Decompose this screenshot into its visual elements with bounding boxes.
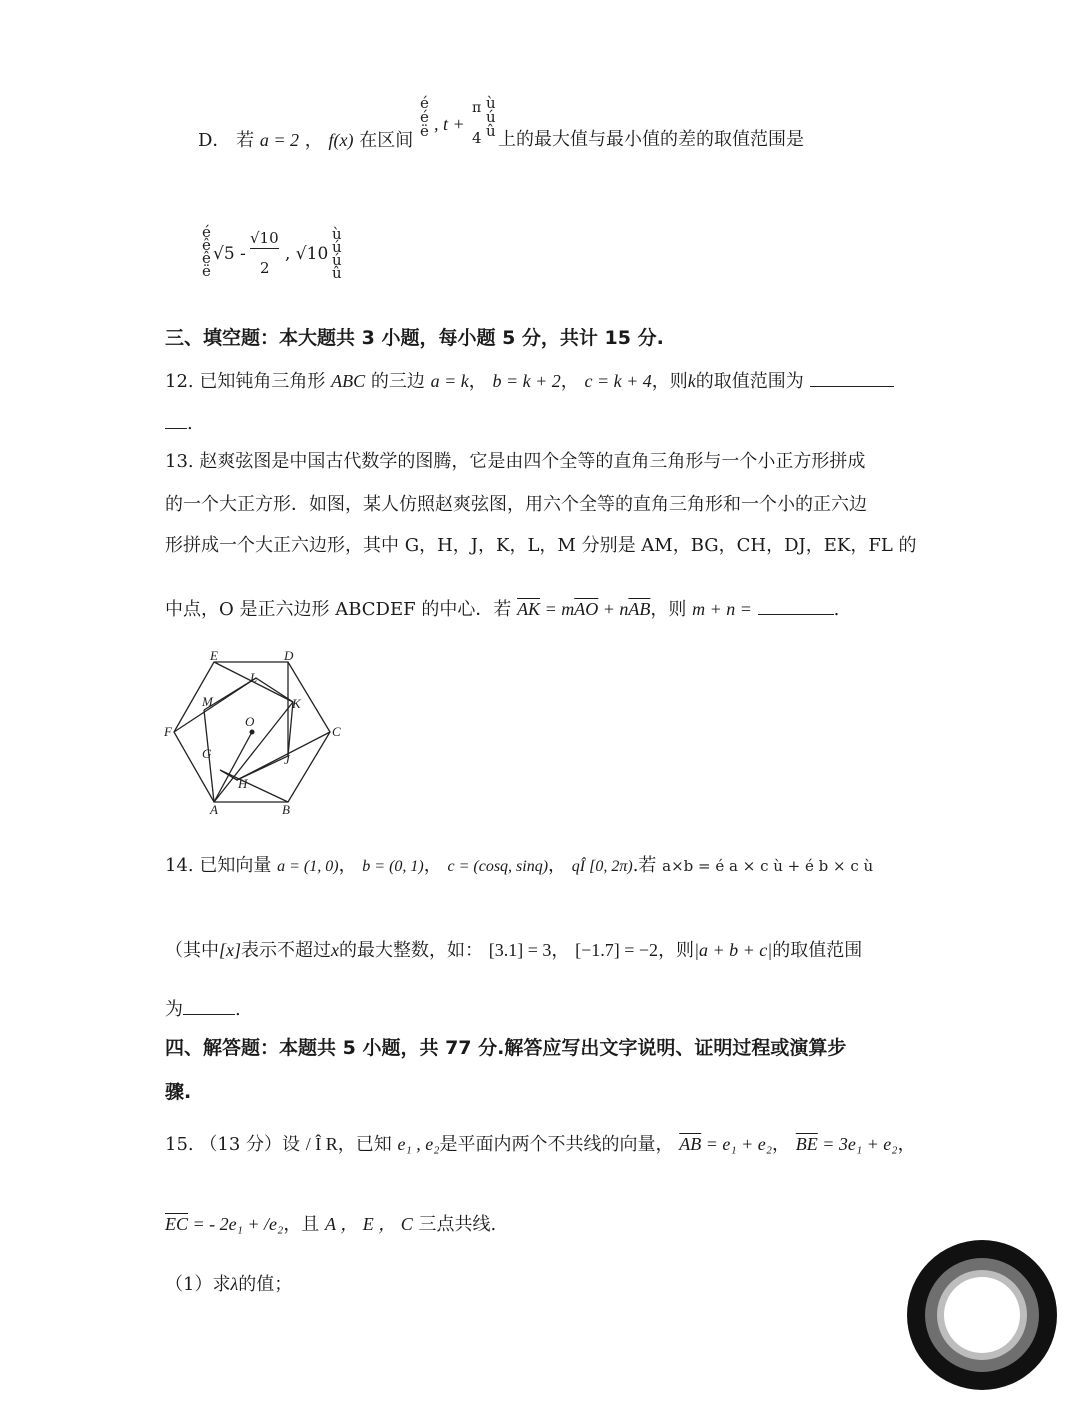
vector-b: b = (0, 1) — [362, 858, 424, 875]
vector-ab: $\overline{AB}$ — [628, 599, 651, 619]
section-title: 四、解答题：本题共 5 小题，共 77 分.解答应写出文字说明、证明过程或演算步 — [165, 1037, 847, 1059]
option-label: D． — [198, 130, 231, 151]
question-14-line3 — [165, 996, 241, 1022]
question-14-line2 — [165, 938, 862, 963]
example-2: [−1.7] = −2 — [575, 940, 659, 960]
text: . — [833, 599, 840, 620]
vector-be: $\overline{BE}$ — [795, 1134, 818, 1154]
text: ，则 — [650, 599, 687, 620]
vector-ak: $\overline{AK}$ — [517, 599, 541, 619]
label-b: B — [282, 802, 290, 815]
fraction-numerator: √10 — [250, 229, 279, 247]
glyph: ë — [420, 122, 429, 140]
text: ，则 — [651, 371, 688, 392]
label-k: K — [292, 696, 301, 711]
vector-ao: $\overline{AO}$ — [574, 599, 599, 619]
math-expr: a = k — [430, 371, 469, 391]
glyph: é — [420, 94, 429, 112]
label-c: C — [332, 724, 341, 739]
question-15-line2 — [165, 1212, 496, 1237]
question-13-line1 — [165, 450, 865, 474]
glyph: ê — [202, 249, 211, 267]
answer-left-bracket — [202, 223, 211, 280]
vector-ec: $\overline{EC}$ — [165, 1214, 189, 1234]
math-expr: a = 2 — [259, 130, 300, 150]
theta-range: qÎ [0, 2π) — [571, 858, 633, 875]
math-expr: λ — [230, 1274, 239, 1294]
text: 若 — [236, 130, 255, 151]
garbled-expr: a×b = é a × c ù + é b × c ù — [662, 857, 874, 875]
text: . — [235, 999, 241, 1020]
text: 为 — [165, 999, 183, 1020]
text: 是平面内两个不共线的向量， — [439, 1134, 674, 1155]
question-number: 12. — [165, 371, 194, 392]
floating-record-button[interactable] — [907, 1240, 1057, 1390]
text: 表示不超过 — [241, 940, 331, 961]
fraction-denominator: 2 — [260, 259, 270, 277]
vector-c: c = (cosq, sinq) — [447, 858, 549, 875]
interval-left-bracket — [420, 96, 429, 138]
question-14-line1 — [165, 854, 873, 879]
label-h: H — [238, 776, 248, 791]
text: 已知钝角三角形 — [199, 371, 326, 392]
q12-continuation — [165, 410, 193, 436]
answer-upper: , √10 — [285, 244, 329, 264]
label-a: A — [210, 802, 218, 815]
option-d — [198, 128, 413, 153]
glyph: û — [332, 264, 342, 282]
math-expr: x — [331, 940, 339, 960]
math-expr: b = k + 2 — [492, 371, 561, 391]
text: ，且 — [283, 1214, 320, 1235]
text: ， — [897, 1134, 916, 1155]
math-expr: + n — [598, 599, 629, 619]
e-vectors: e₁ , e₂ — [397, 1134, 440, 1154]
vector-ab: $\overline{AB}$ — [679, 1134, 702, 1154]
vector-a: a = (1, 0) — [277, 858, 339, 875]
text: ， — [423, 855, 442, 876]
question-13-line2: 的一个大正方形．如图，某人仿照赵爽弦图，用六个全等的直角三角形和一个小的正六边 — [165, 494, 867, 515]
question-15-sub1 — [165, 1272, 292, 1297]
text: ， — [772, 1134, 791, 1155]
glyph: ú — [486, 108, 496, 126]
text: 赵爽弦图是中国古代数学的图腾，它是由四个全等的直角三角形与一个小正方形拼成 — [199, 451, 866, 472]
glyph: é — [202, 223, 211, 241]
text: 的最大整数，如： — [339, 940, 483, 961]
label-o: O — [245, 714, 255, 729]
answer-right-bracket — [332, 225, 342, 282]
label-g: G — [202, 746, 212, 761]
label-f: F — [164, 724, 172, 739]
glyph: ù — [486, 94, 496, 112]
text: ， — [468, 371, 487, 392]
question-13-line3: 形拼成一个大正六边形，其中 G，H，J，K，L，M 分别是 AM，BG，CH，DJ，EK，FL 的 — [165, 535, 917, 556]
label-l: L — [250, 670, 258, 685]
denominator: 4 — [472, 129, 482, 147]
label-j: J — [284, 752, 290, 767]
glyph: ù — [332, 225, 342, 243]
math-expr: = e₁ + e₂ — [701, 1134, 773, 1154]
glyph: ú — [332, 251, 342, 269]
text: ， — [548, 855, 567, 876]
math-expr: / Î R — [305, 1134, 338, 1154]
segment-ao — [214, 732, 252, 802]
interval-expr: , t + — [434, 114, 465, 134]
text: ， — [551, 940, 570, 961]
button-ring-inner — [944, 1277, 1020, 1353]
zhao-shuang-hexagon-figure — [160, 650, 350, 815]
label-e: E — [210, 650, 218, 663]
label-d: D — [284, 650, 294, 663]
text: ， — [560, 371, 579, 392]
answer-blank[interactable] — [810, 368, 894, 387]
inner-hexagon — [204, 678, 293, 780]
label-m: M — [202, 694, 213, 709]
text: 的取值范围 — [772, 940, 863, 961]
text: ， — [304, 130, 323, 151]
math-expr: ABC — [331, 371, 366, 391]
text: 已知向量 — [199, 855, 272, 876]
section-title: 三、填空题：本大题共 3 小题，每小题 5 分，共计 15 分. — [165, 327, 664, 349]
text: 中点，O 是正六边形 ABCDEF 的中心．若 — [165, 599, 512, 620]
question-12 — [165, 368, 894, 394]
section-title-cont: 骤. — [165, 1081, 192, 1103]
glyph: ê — [202, 236, 211, 254]
math-expr: m + n = — [692, 599, 752, 619]
points: A ， E ， C — [325, 1214, 413, 1234]
center-point — [250, 730, 255, 735]
text: . — [187, 413, 193, 434]
text: 的值； — [238, 1274, 293, 1295]
text: （1）求 — [165, 1274, 231, 1295]
answer-expr: √5 - — [213, 244, 246, 264]
math-expr: = m — [540, 599, 575, 619]
glyph: û — [486, 122, 496, 140]
text: ，则 — [658, 940, 695, 961]
interval-right-bracket — [486, 96, 496, 138]
text: ， — [338, 855, 357, 876]
question-number: 15. — [165, 1134, 194, 1155]
abs-expr: |a + b + c| — [694, 940, 773, 960]
glyph: ú — [332, 238, 342, 256]
question-number: 13. — [165, 451, 194, 472]
segment-bg — [220, 770, 288, 802]
text: 三点共线. — [418, 1214, 497, 1235]
text: 的三边 — [370, 371, 425, 392]
question-15-line1 — [165, 1132, 916, 1157]
text: ，已知 — [337, 1134, 392, 1155]
question-13-line4 — [165, 596, 839, 622]
answer-blank[interactable] — [758, 596, 834, 615]
answer-blank[interactable] — [165, 410, 187, 429]
text: （13 分）设 — [199, 1134, 301, 1155]
answer-blank[interactable] — [183, 996, 235, 1015]
math-expr: = 3e₁ + e₂ — [817, 1134, 898, 1154]
math-expr: c = k + 4 — [584, 371, 652, 391]
math-expr: [x] — [219, 940, 241, 960]
math-expr: k — [687, 371, 696, 391]
text: 的取值范围为 — [695, 371, 804, 392]
text: .若 — [632, 855, 657, 876]
text: （其中 — [165, 940, 219, 961]
question-number: 14. — [165, 855, 194, 876]
example-1: [3.1] = 3 — [488, 940, 552, 960]
glyph: ë — [202, 262, 211, 280]
pi-symbol: π — [472, 100, 482, 116]
math-expr: = - 2e₁ + /e₂ — [188, 1214, 284, 1234]
option-d-text: 上的最大值与最小值的差的取值范围是 — [498, 129, 804, 150]
glyph: é — [420, 108, 429, 126]
text: 在区间 — [359, 130, 414, 151]
math-expr: f(x) — [328, 130, 354, 150]
